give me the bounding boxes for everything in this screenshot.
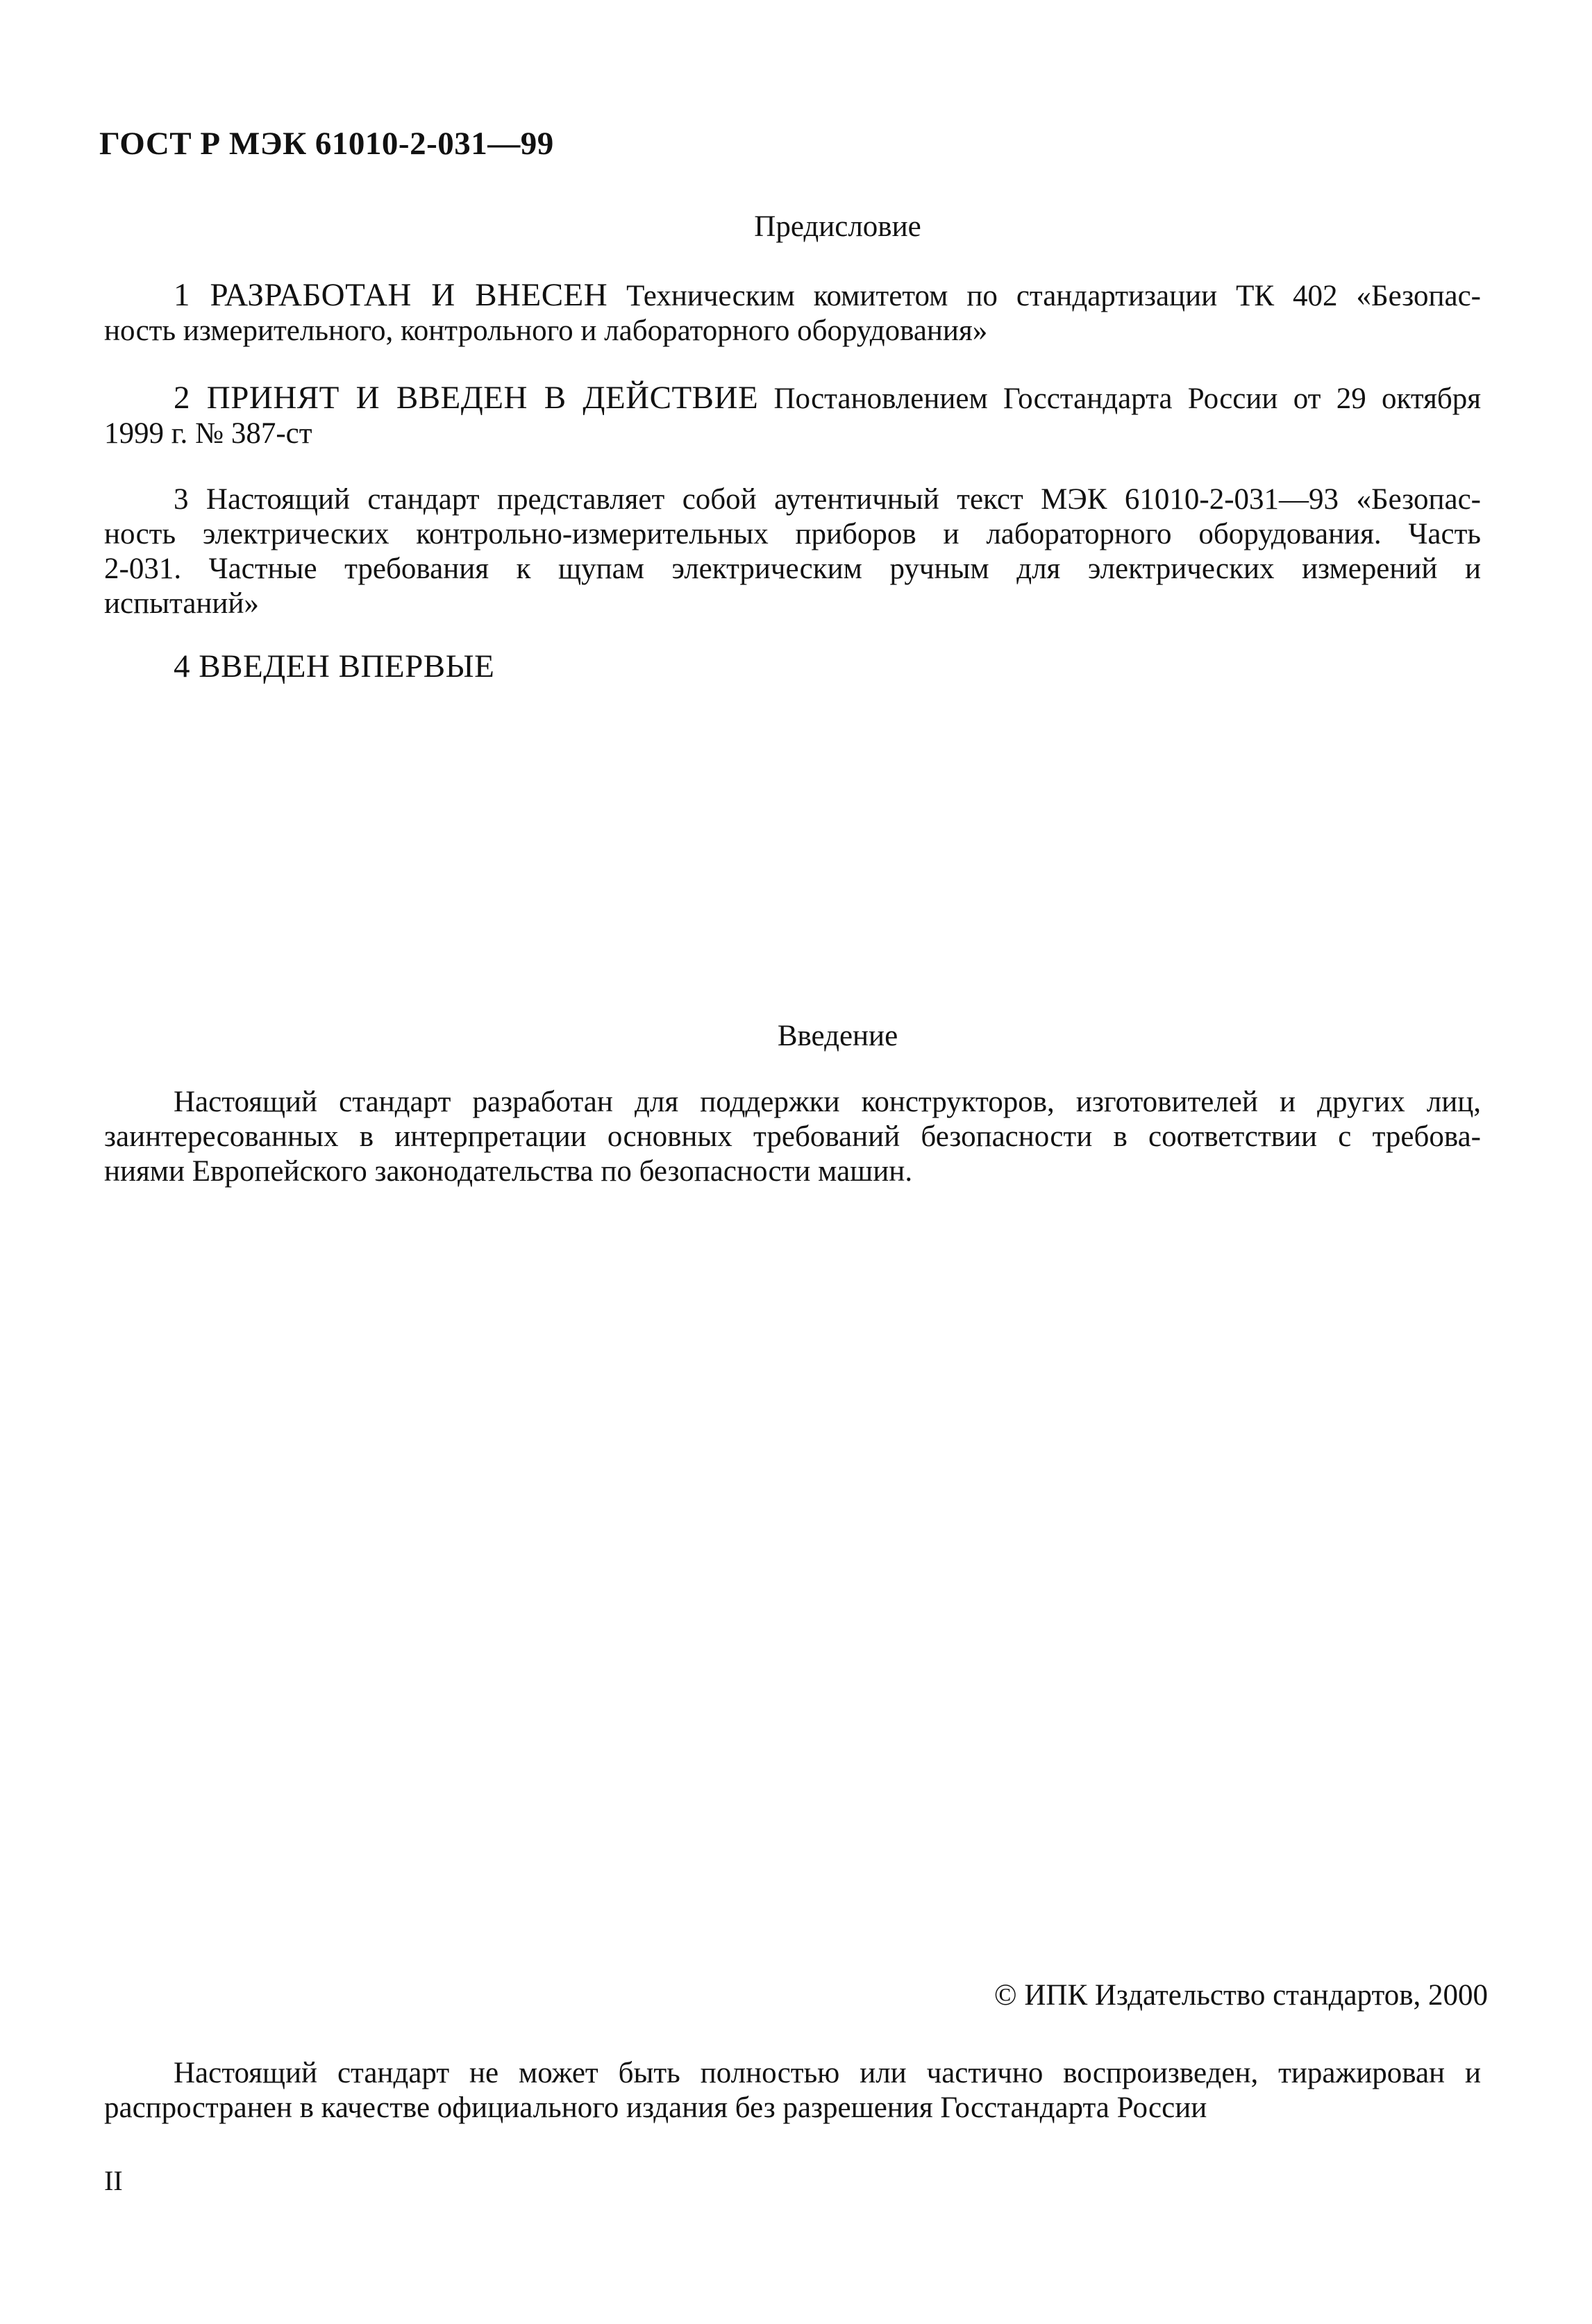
preface-item-1-line-1 <box>104 278 1481 314</box>
preface-item-1-lead: 1 РАЗРАБОТАН И ВНЕСЕН <box>174 277 608 313</box>
introduction-line-3: ниями Европейского законодательства по безопасности машин. <box>104 1155 913 1188</box>
document-designation: ГОСТ Р МЭК 61010-2-031—99 <box>99 126 554 162</box>
page-number: II <box>104 2165 123 2196</box>
preface-item-3-line-2: ность электрических контрольно-измерительных приборов и лабораторного оборудования. Часть <box>104 518 1481 550</box>
preface-item-3-line-3: 2-031. Частные требования к щупам электрическим ручным для электрических измерений и <box>104 553 1481 585</box>
preface-item-4-lead: 4 ВВЕДЕН ВПЕРВЫЕ <box>174 648 495 684</box>
introduction-paragraph <box>104 1085 1481 1189</box>
preface-item-1-text: Техническим комитетом по стандартизации ТК 402 «Безопас- <box>626 280 1481 312</box>
reproduction-notice-line-2: распространен в качестве официального издания без разрешения Госстандарта России <box>104 2091 1207 2124</box>
introduction-title: Введение <box>777 1020 898 1052</box>
reproduction-notice-line-1: Настоящий стандарт не может быть полностью или частично воспроизведен, тиражирован и <box>174 2057 1481 2089</box>
preface-item-2 <box>104 380 1481 451</box>
preface-title: Предисловие <box>754 210 921 243</box>
introduction-line-1: Настоящий стандарт разработан для поддержки конструкторов, изготовителей и других лиц, <box>174 1086 1481 1118</box>
preface-item-1 <box>104 278 1481 348</box>
introduction-line-2: заинтересованных в интерпретации основных требований безопасности в соответствии с требова- <box>104 1120 1481 1153</box>
preface-item-3 <box>104 482 1481 621</box>
preface-item-4 <box>104 649 1481 685</box>
preface-item-2-lead: 2 ПРИНЯТ И ВВЕДЕН В ДЕЙСТВИЕ <box>174 380 759 416</box>
preface-item-2-text: Постановлением Госстандарта России от 29 октября <box>773 382 1482 415</box>
preface-item-2-line-1 <box>104 380 1481 416</box>
preface-item-4-line-1 <box>104 649 1481 685</box>
preface-item-2-line-2: 1999 г. № 387-ст <box>104 417 312 450</box>
copyright-line: © ИПК Издательство стандартов, 2000 <box>994 1979 1488 2012</box>
preface-item-3-line-1: 3 Настоящий стандарт представляет собой аутентичный текст МЭК 61010-2-031—93 «Безопас- <box>174 483 1481 516</box>
reproduction-notice <box>104 2056 1481 2125</box>
preface-item-1-line-2: ность измерительного, контрольного и лабораторного оборудования» <box>104 314 988 347</box>
preface-item-3-line-4: испытаний» <box>104 587 259 620</box>
